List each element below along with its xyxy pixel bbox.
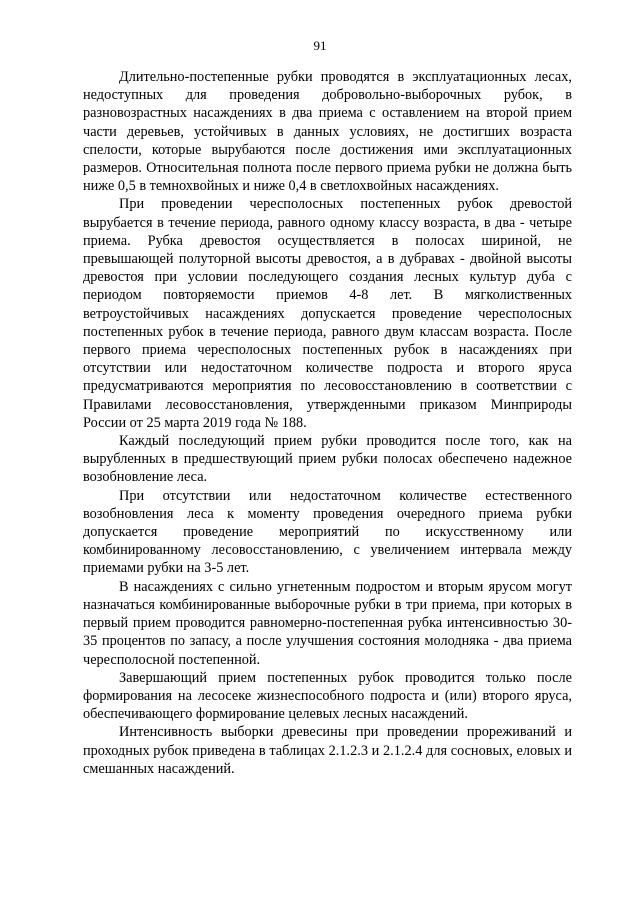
paragraph-insufficient-regeneration: При отсутствии или недостаточном количестве естественного возобновления леса к моменту проведения очередного приема рубки допускается проведение мероприятий по искусственному или комбинированному лесовосстановлению, с увеличением интервала между приемами рубки на 3-5 лет.: [83, 487, 572, 577]
paragraph-subsequent-felling: Каждый последующий прием рубки проводится после того, как на вырубленных в предшествующий прием рубки полосах обеспечено надежное возобновление леса.: [83, 433, 572, 486]
paragraph-final-felling: Завершающий прием постепенных рубок проводится только после формирования на лесосеке жизнеспособного подроста и (или) второго яруса, обеспечивающего формирование целевых лесных насаждений.: [83, 669, 572, 723]
page-number: 91: [313, 38, 327, 53]
paragraph-long-term-gradual-felling: Длительно-постепенные рубки проводятся в эксплуатационных лесах, недоступных для проведения добровольно-выборочных рубок, в разновозрастных насаждениях в два приема с оставлением на второй прием части деревьев, устойчивых в данных условиях, не достигших возраста спелости, которые вырубаются после достижения ими эксплуатационных размеров. Относительная полнота после первого приема рубки не должна быть ниже 0,5 в темнохвойных и ниже 0,4 в светлохвойных насаждениях.: [83, 69, 572, 195]
paragraph-thinning-intensity: Интенсивность выборки древесины при проведении прореживаний и проходных рубок приведена в таблицах 2.1.2.3 и 2.1.2.4 для сосновых, еловых и смешанных насаждений.: [83, 724, 572, 777]
paragraph-strip-gradual-felling: При проведении чересполосных постепенных рубок древостой вырубается в течение периода, равного одному классу возраста, в два - четыре приема. Рубка древостоя осуществляется в полосах шириной, не превышающей полуторной высоты древостоя, а в дубравах - двойной высоты древостоя при условии последующего создания лесных культур дуба с периодом повторяемости приемов 4-8 лет. В мягколиственных ветроустойчивых насаждениях допускается проведение чересполосных постепенных рубок в течение периода, равного двум классам возраста. После первого приема чересполосных постепенных рубок в насаждениях при отсутствии или недостаточном количестве подроста и второго яруса предусматриваются мероприятия по лесовосстановлению в соответствии с Правилами лесовосстановления, утвержденными приказом Минприроды России от 25 марта 2019 года № 188.: [83, 196, 572, 431]
paragraph-combined-selective-felling: В насаждениях с сильно угнетенным подростом и вторым ярусом могут назначаться комбинированные выборочные рубки в три приема, при которых в первый прием проводится равномерно-постепенная рубка интенсивностью 30-35 процентов по запасу, а после улучшения состояния молодняка - два приема чересполосной постепенной.: [83, 578, 572, 668]
document-body: [83, 68, 572, 778]
